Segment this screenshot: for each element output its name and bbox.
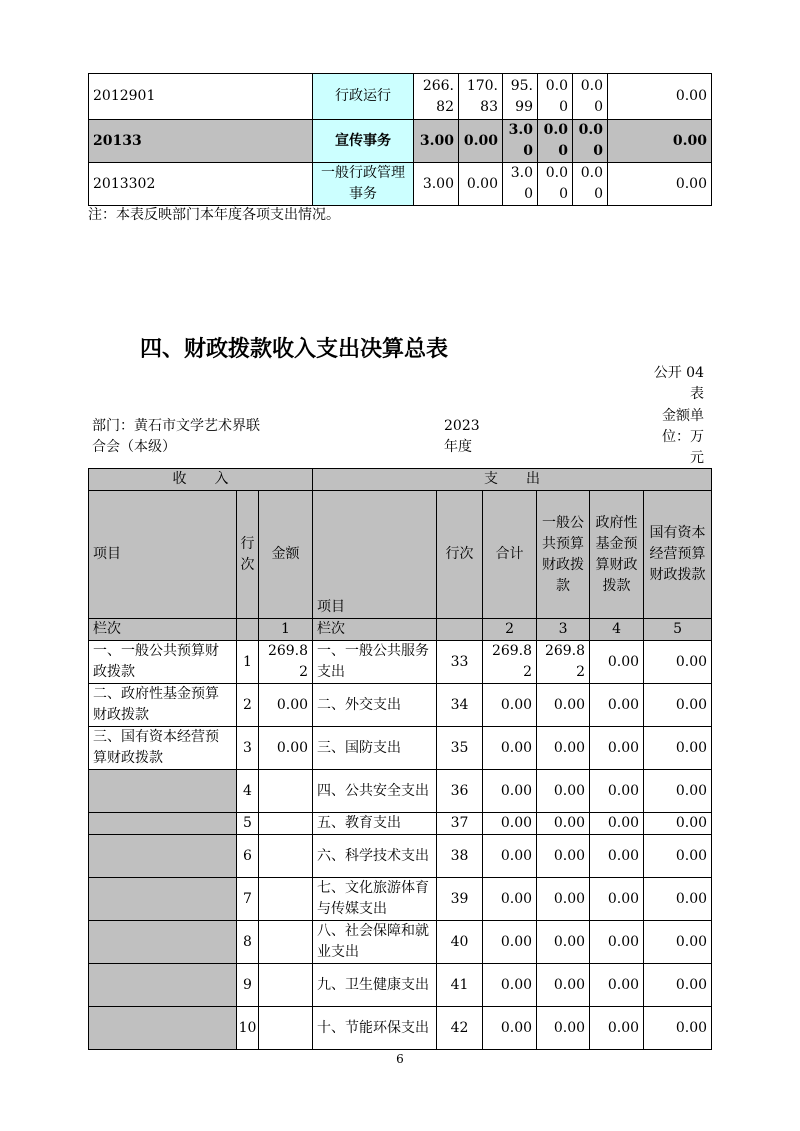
col-index-4: 4 [590, 619, 644, 641]
income-row-no: 6 [237, 835, 259, 878]
expense-row-no: 38 [437, 835, 483, 878]
expense-general: 0.00 [537, 921, 590, 964]
row-name: 宣传事务 [313, 120, 414, 163]
row-name: 一般行政管理事务 [313, 163, 414, 206]
expense-state-capital: 0.00 [644, 813, 712, 835]
table-row [89, 921, 712, 964]
expense-state-capital: 0.00 [644, 1007, 712, 1050]
income-amount [259, 921, 313, 964]
expense-total: 0.00 [483, 770, 537, 813]
amount-unit: 金额单位：万元 [662, 408, 704, 466]
col-income-item: 项目 [89, 491, 237, 619]
table-note: 注：本表反映部门本年度各项支出情况。 [88, 207, 340, 223]
expense-total: 0.00 [483, 964, 537, 1007]
income-item: 二、政府性基金预算财政拨款 [89, 684, 237, 727]
expense-row-no: 41 [437, 964, 483, 1007]
col-expense-general: 一般公共预算财政拨款 [537, 491, 590, 619]
expense-total: 0.00 [483, 727, 537, 770]
expense-general: 0.00 [537, 813, 590, 835]
expense-general: 0.00 [537, 770, 590, 813]
row-basic: 0.00 [459, 120, 503, 163]
section-title: 四、财政拨款收入支出决算总表 [140, 337, 449, 362]
col-index-3: 3 [537, 619, 590, 641]
col-expense-gov-fund: 政府性基金预算财政拨款 [590, 491, 644, 619]
col-income-amount: 金额 [259, 491, 313, 619]
expense-item: 一、一般公共服务支出 [313, 641, 437, 684]
col-index-1: 1 [259, 619, 313, 641]
expense-state-capital: 0.00 [644, 835, 712, 878]
expense-total: 0.00 [483, 1007, 537, 1050]
department-label: 部门：黄石市文学艺术界联合会（本级） [92, 418, 260, 455]
income-row-no: 3 [237, 727, 259, 770]
expense-gov-fund: 0.00 [590, 727, 644, 770]
expense-gov-fund: 0.00 [590, 641, 644, 684]
expense-state-capital: 0.00 [644, 964, 712, 1007]
table-row [89, 120, 712, 163]
row-total: 266.82 [414, 74, 459, 120]
income-row-no: 2 [237, 684, 259, 727]
income-item [89, 878, 237, 921]
income-row-no: 4 [237, 770, 259, 813]
income-amount [259, 878, 313, 921]
col-index-2: 2 [483, 619, 537, 641]
col-index-blank [237, 619, 259, 641]
expense-row-no: 34 [437, 684, 483, 727]
income-row-no: 9 [237, 964, 259, 1007]
expense-gov-fund: 0.00 [590, 684, 644, 727]
income-amount [259, 770, 313, 813]
form-code: 公开 04 表 [653, 365, 704, 402]
expense-row-no: 37 [437, 813, 483, 835]
expense-total: 0.00 [483, 813, 537, 835]
page-number: 6 [396, 1052, 404, 1066]
row-basic: 0.00 [459, 163, 503, 206]
row-code: 2012901 [89, 74, 313, 120]
expense-total: 269.82 [483, 641, 537, 684]
expense-item: 四、公共安全支出 [313, 770, 437, 813]
expense-total: 0.00 [483, 835, 537, 878]
row-project: 3.00 [503, 120, 538, 163]
row-c6: 0.00 [608, 120, 712, 163]
income-amount [259, 964, 313, 1007]
row-total: 3.00 [414, 120, 459, 163]
income-amount: 269.82 [259, 641, 313, 684]
table-row [89, 641, 712, 684]
income-item [89, 1007, 237, 1050]
expense-gov-fund: 0.00 [590, 770, 644, 813]
table-row [89, 878, 712, 921]
table-row [89, 835, 712, 878]
income-amount [259, 1007, 313, 1050]
expense-gov-fund: 0.00 [590, 964, 644, 1007]
expense-item: 六、科学技术支出 [313, 835, 437, 878]
row-name: 行政运行 [313, 74, 414, 120]
expense-row-no: 42 [437, 1007, 483, 1050]
income-item [89, 835, 237, 878]
income-item: 三、国有资本经营预算财政拨款 [89, 727, 237, 770]
expense-item: 九、卫生健康支出 [313, 964, 437, 1007]
expense-item: 七、文化旅游体育与传媒支出 [313, 878, 437, 921]
row-c5: 0.00 [573, 74, 608, 120]
col-expense-total: 合计 [483, 491, 537, 619]
expense-gov-fund: 0.00 [590, 921, 644, 964]
row-c5: 0.00 [573, 120, 608, 163]
table-row [89, 727, 712, 770]
income-row-no: 5 [237, 813, 259, 835]
row-code: 2013302 [89, 163, 313, 206]
col-expense-state-capital: 国有资本经营预算财政拨款 [644, 491, 712, 619]
income-item [89, 921, 237, 964]
table-row [89, 964, 712, 1007]
income-row-no: 7 [237, 878, 259, 921]
expense-gov-fund: 0.00 [590, 813, 644, 835]
expense-general: 0.00 [537, 684, 590, 727]
expense-state-capital: 0.00 [644, 878, 712, 921]
row-c5: 0.00 [573, 163, 608, 206]
col-index-label-2: 栏次 [313, 619, 437, 641]
row-basic: 170.83 [459, 74, 503, 120]
expense-general: 0.00 [537, 727, 590, 770]
expense-total: 0.00 [483, 684, 537, 727]
col-index-5: 5 [644, 619, 712, 641]
expense-general: 269.82 [537, 641, 590, 684]
income-item: 一、一般公共预算财政拨款 [89, 641, 237, 684]
table-row [89, 74, 712, 120]
expense-general: 0.00 [537, 835, 590, 878]
row-c4: 0.00 [538, 163, 573, 206]
table-row [89, 684, 712, 727]
income-row-no: 1 [237, 641, 259, 684]
expense-general: 0.00 [537, 1007, 590, 1050]
col-expense-item: 项目 [313, 491, 437, 619]
income-header: 收 入 [89, 469, 313, 491]
col-expense-row: 行次 [437, 491, 483, 619]
row-c4: 0.00 [538, 120, 573, 163]
income-amount: 0.00 [259, 727, 313, 770]
row-project: 95.99 [503, 74, 538, 120]
income-amount [259, 813, 313, 835]
fiscal-year: 2023 年度 [444, 418, 480, 455]
expenditure-detail-table [88, 73, 712, 206]
income-row-no: 8 [237, 921, 259, 964]
expense-row-no: 40 [437, 921, 483, 964]
income-amount [259, 835, 313, 878]
row-c4: 0.00 [538, 74, 573, 120]
expense-item: 二、外交支出 [313, 684, 437, 727]
row-project: 3.00 [503, 163, 538, 206]
row-total: 3.00 [414, 163, 459, 206]
expense-total: 0.00 [483, 878, 537, 921]
expense-state-capital: 0.00 [644, 684, 712, 727]
row-c6: 0.00 [608, 74, 712, 120]
expense-item: 五、教育支出 [313, 813, 437, 835]
expense-state-capital: 0.00 [644, 641, 712, 684]
income-item [89, 964, 237, 1007]
expense-row-no: 35 [437, 727, 483, 770]
expense-general: 0.00 [537, 964, 590, 1007]
expense-row-no: 33 [437, 641, 483, 684]
expense-state-capital: 0.00 [644, 921, 712, 964]
expense-item: 三、国防支出 [313, 727, 437, 770]
table-row [89, 1007, 712, 1050]
col-income-row: 行次 [237, 491, 259, 619]
expense-state-capital: 0.00 [644, 727, 712, 770]
table-row [89, 813, 712, 835]
col-index-label: 栏次 [89, 619, 237, 641]
income-item [89, 813, 237, 835]
row-code: 20133 [89, 120, 313, 163]
expense-item: 十、节能环保支出 [313, 1007, 437, 1050]
expense-gov-fund: 0.00 [590, 878, 644, 921]
income-item [89, 770, 237, 813]
expense-header: 支 出 [313, 469, 712, 491]
col-index-blank-2 [437, 619, 483, 641]
expense-gov-fund: 0.00 [590, 835, 644, 878]
expense-gov-fund: 0.00 [590, 1007, 644, 1050]
expense-state-capital: 0.00 [644, 770, 712, 813]
table-row [89, 163, 712, 206]
fiscal-appropriation-summary-table [88, 468, 712, 1050]
expense-row-no: 39 [437, 878, 483, 921]
expense-row-no: 36 [437, 770, 483, 813]
expense-total: 0.00 [483, 921, 537, 964]
table-row [89, 770, 712, 813]
expense-item: 八、社会保障和就业支出 [313, 921, 437, 964]
row-c6: 0.00 [608, 163, 712, 206]
expense-general: 0.00 [537, 878, 590, 921]
income-row-no: 10 [237, 1007, 259, 1050]
income-amount: 0.00 [259, 684, 313, 727]
